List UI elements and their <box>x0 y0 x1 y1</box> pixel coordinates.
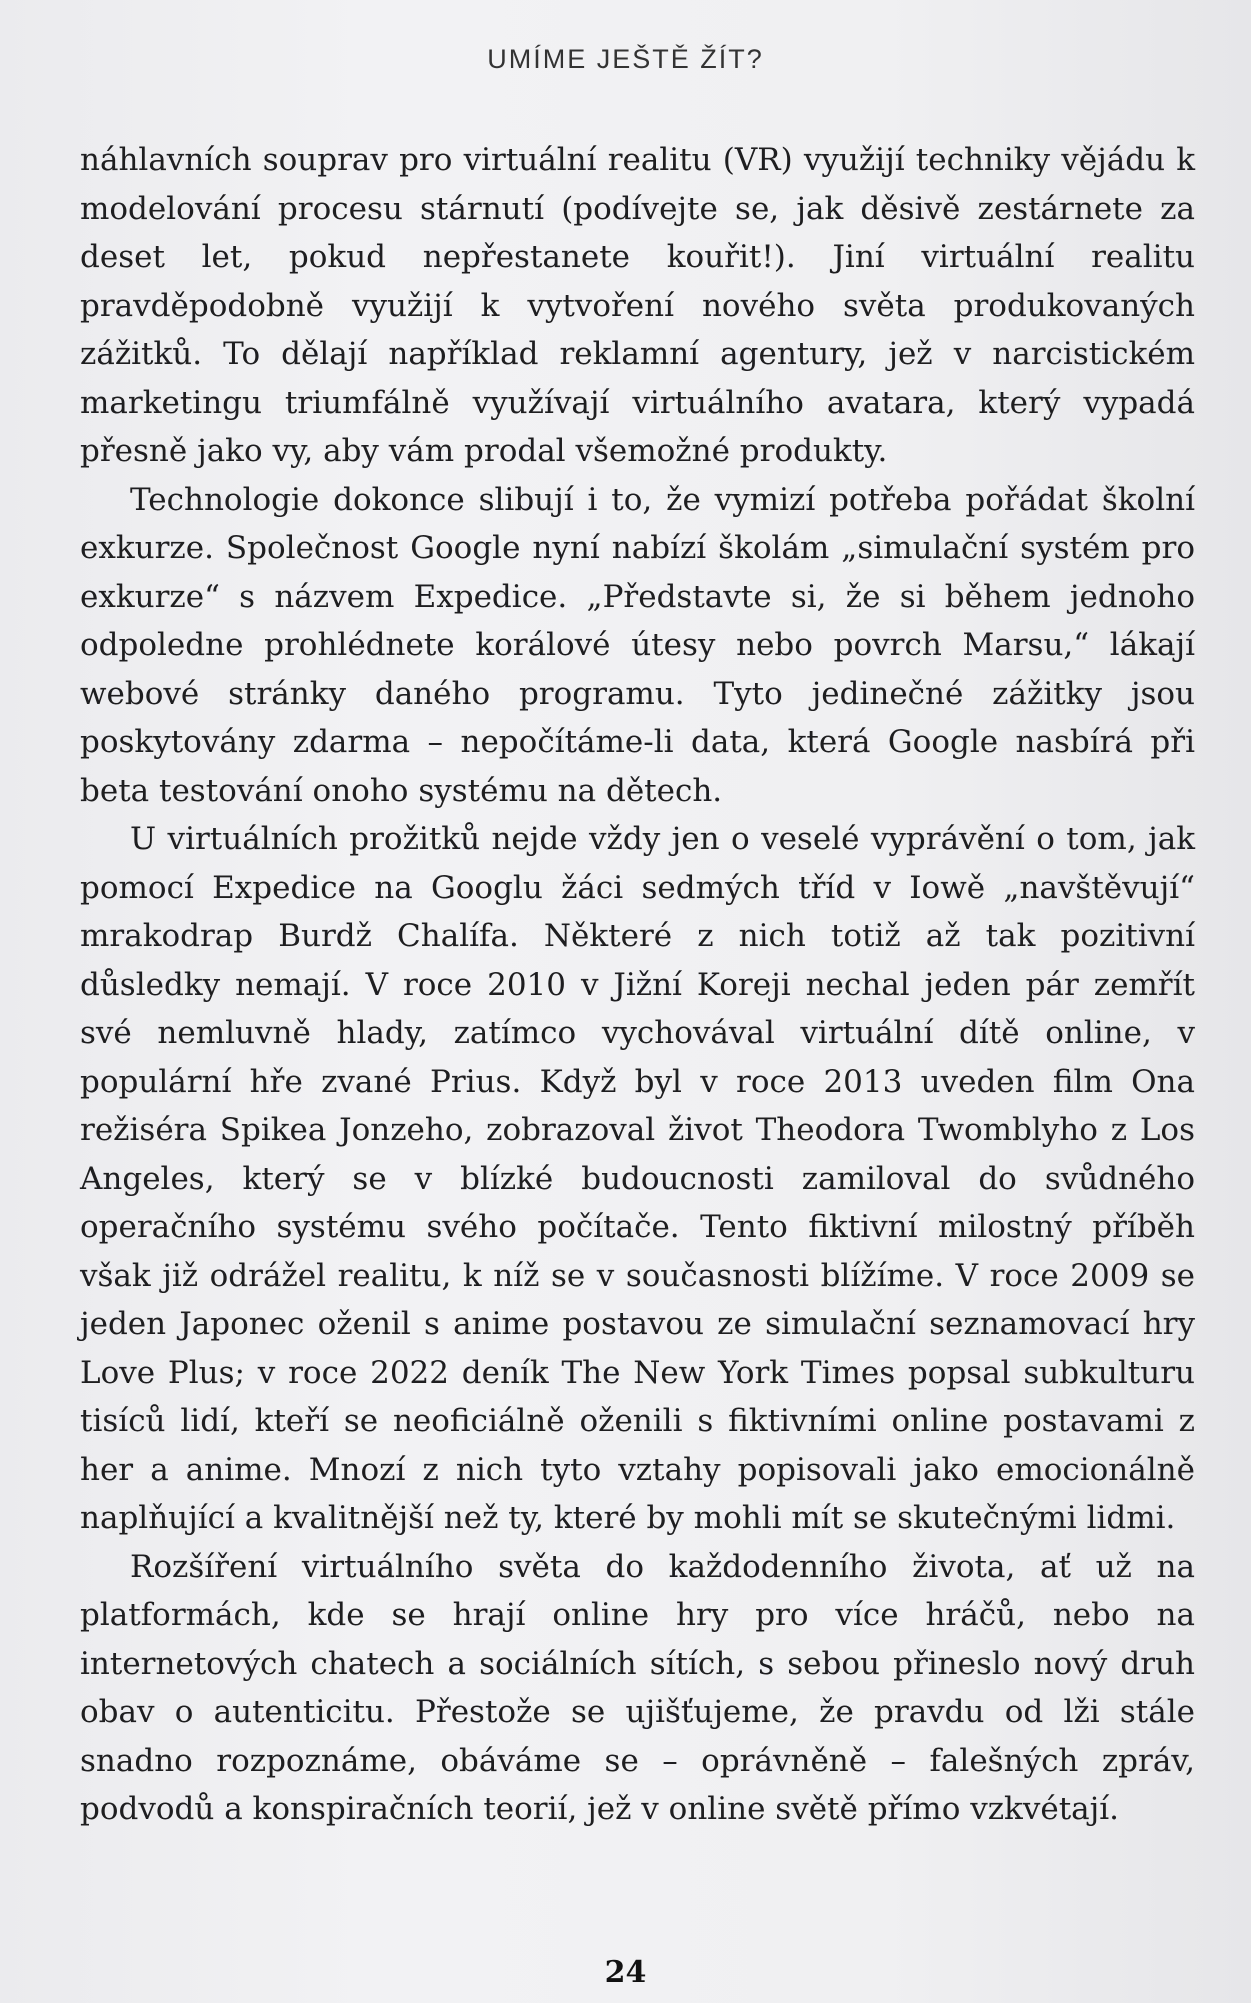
paragraph-3: U virtuálních prožitků nejde vždy jen o veselé vyprávění o tom, jak pomocí Expedice na Googlu žáci sedmých tříd v Iowě „navštěvují“ mrakodrap Burdž Chalífa. Některé z nich totiž až tak pozitivní důsledky nemají. V roce 2010 v Jižní Koreji nechal jeden pár zemřít své nemluvně hlady, zatímco vychovával virtuální dítě online, v populární hře zvané Prius. Když byl v roce 2013 uveden film Ona režiséra Spikea Jonzeho, zobrazoval život Theodora Twomblyho z Los Angeles, který se v blízké budoucnosti zamiloval do svůdného operačního systému svého počítače. Tento fiktivní milostný příběh však již odrážel realitu, k níž se v současnosti blížíme. V roce 2009 se jeden Japonec oženil s anime postavou ze simulační seznamovací hry Love Plus; v roce 2022 deník The New York Times popsal subkulturu tisíců lidí, kteří se neoficiálně oženili s fiktivními online postavami z her a anime. Mnozí z nich tyto vztahy popisovali jako emocionálně naplňující a kvalitnější než ty, které by mohli mít se skutečnými lidmi. <box>80 821 1195 1536</box>
paragraph-4: Rozšíření virtuálního světa do každodenního života, ať už na platformách, kde se hrají online hry pro více hráčů, nebo na internetových chatech a sociálních sítích, s sebou přineslo nový druh obav o autenticitu. Přestože se ujišťujeme, že pravdu od lži stále snadno rozpoznáme, obáváme se – oprávněně – falešných zpráv, podvodů a konspiračních teorií, jež v online světě přímo vzkvétají. <box>80 1548 1195 1827</box>
running-header: UMÍME JEŠTĚ ŽÍT? <box>487 44 764 74</box>
paragraph-1: náhlavních souprav pro virtuální realitu (VR) využijí techniky vějádu k modelování procesu stárnutí (podívejte se, jak děsivě zestárnete za deset let, pokud nepřestanete kouřit!). Jiní virtuální realitu pravděpodobně využijí k vytvoření nového světa produkovaných zážitků. To dělají například reklamní agentury, jež v narcistickém marketingu triumfálně využívají virtuálního avatara, který vypadá přesně jako vy, aby vám prodal všemožné produkty. <box>80 142 1195 469</box>
body-text <box>80 136 1195 1834</box>
page-number: 24 <box>604 1955 647 1990</box>
paragraph-2: Technologie dokonce slibují i to, že vymizí potřeba pořádat školní exkurze. Společnost Google nyní nabízí školám „simulační systém pro exkurze“ s názvem Expedice. „Představte si, že si během jednoho odpoledne prohlédnete korálové útesy nebo povrch Marsu,“ lákají webové stránky daného programu. Tyto jedinečné zážitky jsou poskytovány zdarma – nepočítáme-li data, která Google nasbírá při beta testování onoho systému na dětech. <box>80 481 1195 809</box>
